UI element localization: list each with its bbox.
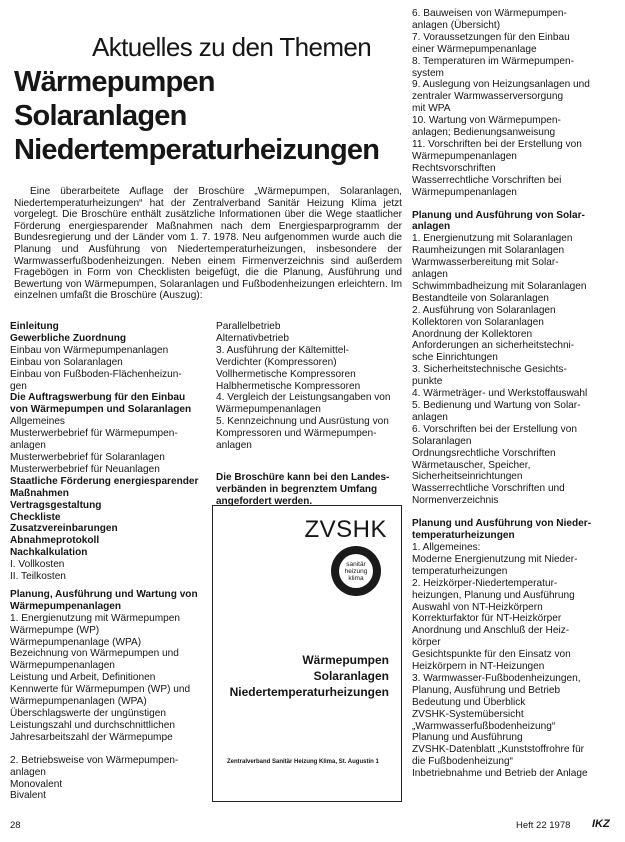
list-item: anlagen — [412, 411, 448, 423]
list-spacer — [412, 199, 620, 210]
section-heading: Planung, Ausführung und Wartung von — [10, 588, 198, 600]
section-heading: Gewerbliche Zuordnung — [10, 332, 127, 344]
list-item: 6. Bauweisen von Wärmepumpen- — [412, 8, 567, 19]
list-spacer — [412, 507, 620, 518]
list-item: Gesichtspunkte für den Einsatz von — [412, 649, 571, 661]
section-heading: Einleitung — [10, 321, 59, 332]
brochure-title-line: Wärmepumpen — [302, 653, 389, 667]
list-item: Kollektoren von Solaranlagen — [412, 316, 544, 328]
list-item: Wärmepumpe (WP) — [10, 624, 100, 636]
list-item: 2. Ausführung von Solaranlagen — [412, 304, 556, 316]
contents-column-middle — [216, 321, 406, 452]
list-item: 3. Ausführung der Kältemittel- — [216, 344, 349, 356]
list-item: Bezeichnung von Wärmepumpen und — [10, 648, 179, 660]
list-item: Sicherheitseinrichtungen — [412, 471, 523, 483]
list-item: 1. Allgemeines: — [412, 541, 481, 553]
list-item: 3. Warmwasser-Fußbodenheizungen, — [412, 672, 581, 684]
brochure-cover — [212, 505, 402, 802]
list-item: Musterwerbebrief für Wärmepumpen- — [10, 428, 178, 440]
section-heading: Abnahmeprotokoll — [10, 535, 100, 547]
list-item: Inbetriebnahme und Betrieb der Anlage — [412, 768, 588, 780]
list-item: einer Wärmepumpenanlage — [412, 43, 537, 55]
page-number: 28 — [10, 820, 21, 831]
title-line-3: Niedertemperaturheizungen — [14, 134, 380, 166]
list-item: anlagen — [10, 440, 46, 452]
list-item: II. Teilkosten — [10, 571, 66, 583]
list-item: Warmwasserbereitung mit Solar- — [412, 257, 559, 269]
section-heading: anlagen — [412, 221, 451, 233]
list-item: Planung, Ausführung und Betrieb — [412, 684, 561, 696]
contents-column-right — [412, 8, 620, 780]
section-heading: Planung und Ausführung von Solar- — [412, 209, 585, 221]
ikz-logo: IKZ — [592, 818, 610, 830]
brochure-title-line: Niedertemperaturheizungen — [229, 685, 389, 699]
list-item: Rechtsvorschriften — [412, 162, 496, 174]
list-item: anlagen — [10, 766, 46, 778]
list-item: Überschlagswerte der ungünstigen — [10, 708, 166, 719]
section-heading: Die Auftragswerbung für den Einbau — [10, 392, 186, 404]
list-item: Anordnung der Kollektoren — [412, 328, 533, 340]
list-item: Allgemeines — [10, 416, 65, 428]
list-item: Solaranlagen — [412, 435, 472, 447]
list-item: anlagen; Bedienungsanweisung — [412, 127, 556, 139]
list-item: Ordnungsrechtliche Vorschriften — [412, 447, 556, 459]
list-item: Wasserrechtliche Vorschriften bei — [412, 174, 562, 186]
section-heading: Checkliste — [10, 511, 61, 523]
list-item: 7. Voraussetzungen für den Einbau — [412, 31, 570, 43]
list-item: Einbau von Solaranlagen — [10, 356, 123, 368]
list-item: 5. Bedienung und Wartung von Solar- — [412, 400, 581, 411]
list-item: 3. Sicherheitstechnische Gesichts- — [412, 364, 567, 376]
list-item: Alternativbetrieb — [216, 332, 289, 344]
notice-line: angefordert werden. — [216, 496, 313, 507]
availability-notice — [216, 472, 389, 508]
list-item: anlagen — [216, 440, 252, 452]
seal-text — [339, 554, 373, 588]
brochure-title — [230, 652, 389, 700]
list-item: Kennwerte für Wärmepumpen (WP) und — [10, 684, 191, 696]
list-item: heizungen, Planung und Ausführung — [412, 589, 575, 601]
list-item: anlagen (Übersicht) — [412, 19, 501, 31]
section-heading: temperaturheizungen — [412, 530, 515, 542]
association-seal-icon — [331, 546, 381, 596]
list-item: Wärmepumpenanlagen — [216, 404, 321, 416]
notice-line: Die Broschüre kann bei den Landes- — [216, 472, 390, 483]
intro-text: Eine überarbeitete Auflage der Broschüre „Wärmepumpen, Solaranlagen, Niedertemperaturheizungen“ hat der Zentralverband Sanitär Heizung Klima jetzt vorgelegt. Die Broschüre enthält zusätzliche Informationen über die Wege staatlicher Förderung energiesparender Maßnahmen nach dem Energiesparprogramm der Bundesregierung und der Länder vom 1. 7. 1978. Neu aufgenommen wurde auch die Planung und Ausführung von Niedertemperaturheizungen, insbesondere der Warmwasserfußbodenheizungen. Neben einem Firmenverzeichnis sind außerdem Fragebögen in Form von Checklisten beigefügt, die die Planung, Ausführung und Bewertung von Wärmepumpen, Solaranlagen und Fußbodenheizungen erleichtern. Im einzelnen umfaßt die Broschüre (Auszug): — [14, 186, 402, 302]
list-spacer — [10, 744, 210, 755]
section-heading: Planung und Ausführung von Nieder- — [412, 518, 592, 530]
brochure-publisher: Zentralverband Sanitär Heizung Klima, St. Augustin 1 — [227, 759, 379, 765]
brochure-title-line: Solaranlagen — [313, 669, 389, 683]
list-item: zentraler Warmwasserversorgung — [412, 91, 564, 103]
list-item: Leistungszahl und durchschnittlichen — [10, 719, 175, 731]
list-item: Bestandteile von Solaranlagen — [412, 292, 549, 304]
list-item: temperaturheizungen — [412, 565, 508, 577]
list-item: Moderne Energienutzung mit Nieder- — [412, 553, 578, 565]
list-item: 10. Wartung von Wärmepumpen- — [412, 115, 561, 127]
list-item: Schwimmbadheizung mit Solaranlagen — [412, 280, 587, 292]
list-item: Raumheizungen mit Solaranlagen — [412, 245, 565, 257]
list-item: Normenverzeichnis — [412, 495, 499, 507]
list-item: 2. Betriebsweise von Wärmepumpen- — [10, 754, 179, 766]
list-item: Wärmepumpenanlagen — [412, 186, 517, 198]
list-item: Bedeutung und Überblick — [412, 696, 526, 708]
list-item: Wärmepumpenanlagen (WPA) — [10, 696, 147, 708]
list-item: Halbhermetische Kompressoren — [216, 380, 361, 392]
list-item: Anforderungen an sicherheitstechni- — [412, 340, 575, 352]
list-item: ZVSHK-Datenblatt „Kunststoffrohre für — [412, 744, 585, 756]
list-item: Verdichter (Kompressoren) — [216, 356, 337, 368]
list-item: 1. Energienutzung mit Solaranlagen — [412, 233, 573, 245]
list-item: sche Einrichtungen — [412, 352, 498, 364]
list-item: Kompressoren und Wärmepumpen- — [216, 428, 377, 440]
list-item: Vollhermetische Kompressoren — [216, 368, 356, 380]
list-item: 4. Wärmeträger- und Werkstoffauswahl — [412, 388, 588, 400]
list-item: punkte — [412, 376, 443, 388]
list-item: Jahresarbeitszahl der Wärmepumpe — [10, 731, 173, 743]
list-item: 11. Vorschriften bei der Erstellung von — [412, 138, 582, 150]
list-item: 8. Temperaturen im Wärmepumpen- — [412, 55, 574, 67]
list-item: system — [412, 67, 444, 79]
list-item: 5. Kennzeichnung und Ausrüstung von — [216, 416, 389, 428]
list-item: Musterwerbebrief für Neuanlagen — [10, 463, 160, 475]
list-item: „Warmwasserfußbodenheizung“ — [412, 720, 556, 732]
zvshk-logo: ZVSHK — [304, 516, 387, 543]
list-item: Wasserrechtliche Vorschriften und — [412, 483, 565, 495]
section-heading: Wärmepumpenanlagen — [10, 600, 122, 612]
list-item: ZVSHK-Systemübersicht — [412, 708, 524, 720]
list-item: Leistung und Arbeit, Definitionen — [10, 672, 156, 684]
section-heading: Nachkalkulation — [10, 547, 88, 559]
section-heading: Staatliche Förderung energiesparender — [10, 475, 199, 487]
section-heading: von Wärmepumpen und Solaranlagen — [10, 404, 192, 416]
seal-line: sanitär — [346, 560, 366, 568]
list-item: Planung und Ausführung — [412, 732, 523, 744]
list-item: Wärmepumpenanlagen — [412, 150, 517, 162]
seal-line: klima — [348, 574, 364, 582]
list-item: Auswahl von NT-Heizkörpern — [412, 601, 543, 613]
list-item: Korrekturfaktor für NT-Heizkörper — [412, 613, 562, 625]
list-item: Musterwerbebrief für Solaranlagen — [10, 451, 165, 463]
list-item: Wärmepumpenanlagen — [10, 660, 115, 672]
list-item: körper — [412, 637, 441, 649]
list-item: Einbau von Fußboden-Flächenheizun- — [10, 368, 182, 380]
title-line-2: Solaranlagen — [14, 100, 187, 132]
contents-column-left — [10, 321, 210, 802]
section-heading: Zusatzvereinbarungen — [10, 523, 118, 535]
list-item: gen — [10, 380, 27, 392]
list-item: die Fußbodenheizung“ — [412, 756, 514, 768]
seal-line: heizung — [344, 567, 368, 575]
title-line-1: Wärmepumpen — [14, 66, 215, 98]
heading-kicker: Aktuelles zu den Themen — [92, 32, 372, 62]
issue-info: Heft 22 1978 — [516, 820, 571, 831]
list-item: Einbau von Wärmepumpenanlagen — [10, 344, 169, 356]
list-item: 9. Auslegung von Heizungsanlagen und — [412, 79, 590, 91]
list-item: Bivalent — [10, 790, 46, 802]
section-heading: Vertragsgestaltung — [10, 499, 102, 511]
notice-line: verbänden in begrenztem Umfang — [216, 484, 378, 495]
list-item: I. Vollkosten — [10, 559, 65, 571]
list-item: Monovalent — [10, 778, 63, 790]
list-item: Anordnung und Anschluß der Heiz- — [412, 625, 570, 637]
list-item: 2. Heizkörper-Niedertemperatur- — [412, 577, 558, 589]
section-heading: Maßnahmen — [10, 487, 69, 499]
list-item: Wärmetauscher, Speicher, — [412, 459, 531, 471]
list-item: 1. Energienutzung mit Wärmepumpen — [10, 612, 180, 624]
list-item: Parallelbetrieb — [216, 321, 281, 332]
list-item: Wärmepumpenanlage (WPA) — [10, 636, 142, 648]
list-item: 4. Vergleich der Leistungsangaben von — [216, 392, 391, 404]
intro-paragraph — [14, 186, 402, 302]
list-item: anlagen — [412, 269, 448, 281]
list-item: mit WPA — [412, 103, 451, 115]
list-item: 6. Vorschriften bei der Erstellung von — [412, 423, 577, 435]
list-item: Heizkörpern in NT-Heizungen — [412, 661, 545, 673]
